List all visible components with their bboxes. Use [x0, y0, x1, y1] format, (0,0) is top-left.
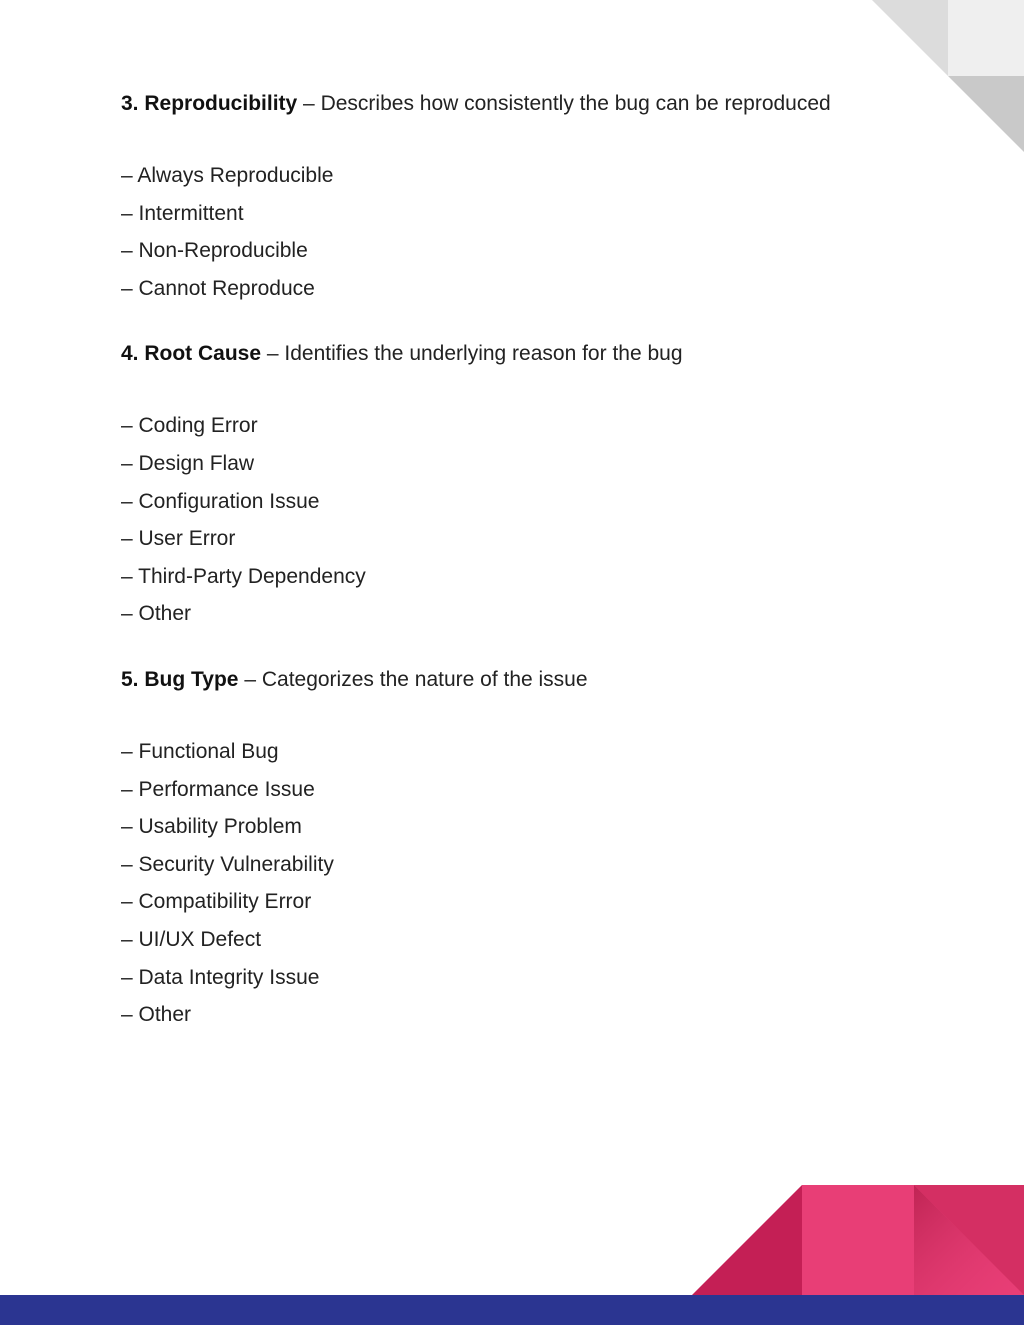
corner-bottom-tip [914, 1185, 1024, 1295]
section-heading [121, 665, 921, 695]
section-description: Describes how consistently the bug can be reproduced [320, 92, 831, 115]
section-number: 4. [121, 342, 139, 366]
list-item [121, 445, 921, 483]
list-item-label: Cannot Reproduce [138, 276, 315, 300]
list-item-label: Usability Problem [138, 815, 302, 839]
section-heading [121, 339, 921, 369]
bullet-prefix: – [121, 451, 139, 475]
list-item [121, 771, 921, 809]
section-separator: – [261, 342, 285, 366]
bullet-prefix: – [121, 965, 139, 989]
list-item-label: Other [138, 1003, 192, 1027]
footer-bar [0, 1295, 1024, 1325]
bullet-list [121, 407, 921, 633]
bullet-list [121, 733, 921, 1034]
list-item [121, 558, 921, 596]
section-root-cause [121, 339, 921, 633]
corner-top-left-facet [872, 0, 948, 76]
list-item [121, 157, 921, 195]
corner-top-right-facet [948, 0, 1024, 76]
list-item [121, 996, 921, 1034]
list-item-label: Non-Reproducible [138, 239, 308, 263]
list-item [121, 808, 921, 846]
list-item-label: Performance Issue [138, 777, 315, 801]
list-item-label: Other [138, 602, 192, 626]
list-item [121, 483, 921, 521]
list-item [121, 595, 921, 633]
list-item [121, 195, 921, 233]
corner-bottom-ramp [692, 1185, 802, 1295]
list-item-label: Coding Error [138, 414, 258, 438]
section-bug-type [121, 665, 921, 1034]
bullet-list [121, 157, 921, 307]
corner-bottom-shadow [914, 1185, 1024, 1295]
section-separator: – [238, 667, 262, 691]
section-number: 5. [121, 667, 139, 691]
section-term: Bug Type [144, 667, 239, 691]
section-description: Identifies the underlying reason for the bug [284, 342, 683, 366]
bullet-prefix: – [121, 739, 139, 763]
section-term: Reproducibility [144, 92, 298, 115]
list-item-label: Data Integrity Issue [138, 965, 320, 989]
list-item [121, 959, 921, 997]
list-item-label: Intermittent [138, 201, 244, 225]
bullet-prefix: – [121, 890, 139, 914]
bullet-prefix: – [121, 239, 139, 263]
list-item-label: User Error [138, 527, 236, 551]
list-item-label: Configuration Issue [138, 489, 320, 513]
corner-decoration-bottom [692, 1185, 1024, 1295]
bullet-prefix: – [121, 164, 138, 187]
list-item-label: Compatibility Error [138, 890, 312, 914]
list-item [121, 921, 921, 959]
list-item-label: Functional Bug [138, 739, 279, 763]
bullet-prefix: – [121, 414, 139, 438]
list-item [121, 270, 921, 308]
section-number: 3. [121, 92, 139, 115]
section-reproducibility [121, 89, 921, 307]
bullet-prefix: – [121, 201, 139, 225]
bullet-prefix: – [121, 489, 139, 513]
list-item [121, 407, 921, 445]
bullet-prefix: – [121, 927, 139, 951]
bullet-prefix: – [121, 564, 139, 588]
list-item-label: Third-Party Dependency [138, 564, 366, 588]
document-body [121, 89, 921, 1066]
list-item [121, 846, 921, 884]
list-item [121, 520, 921, 558]
bullet-prefix: – [121, 602, 139, 626]
bullet-prefix: – [121, 527, 139, 551]
corner-bottom-block [802, 1185, 1024, 1295]
bullet-prefix: – [121, 276, 139, 300]
bullet-prefix: – [121, 815, 139, 839]
bullet-prefix: – [121, 777, 139, 801]
list-item-label: Security Vulnerability [138, 852, 334, 876]
list-item [121, 733, 921, 771]
bullet-prefix: – [121, 852, 139, 876]
section-heading [121, 89, 921, 119]
list-item [121, 883, 921, 921]
section-term: Root Cause [144, 342, 262, 366]
list-item [121, 232, 921, 270]
section-description: Categorizes the nature of the issue [261, 667, 588, 691]
bullet-prefix: – [121, 1003, 139, 1027]
list-item-label: Always Reproducible [137, 164, 334, 187]
corner-top-lower-facet [948, 76, 1024, 152]
list-item-label: Design Flaw [138, 451, 255, 475]
section-separator: – [297, 92, 321, 115]
list-item-label: UI/UX Defect [138, 927, 262, 951]
